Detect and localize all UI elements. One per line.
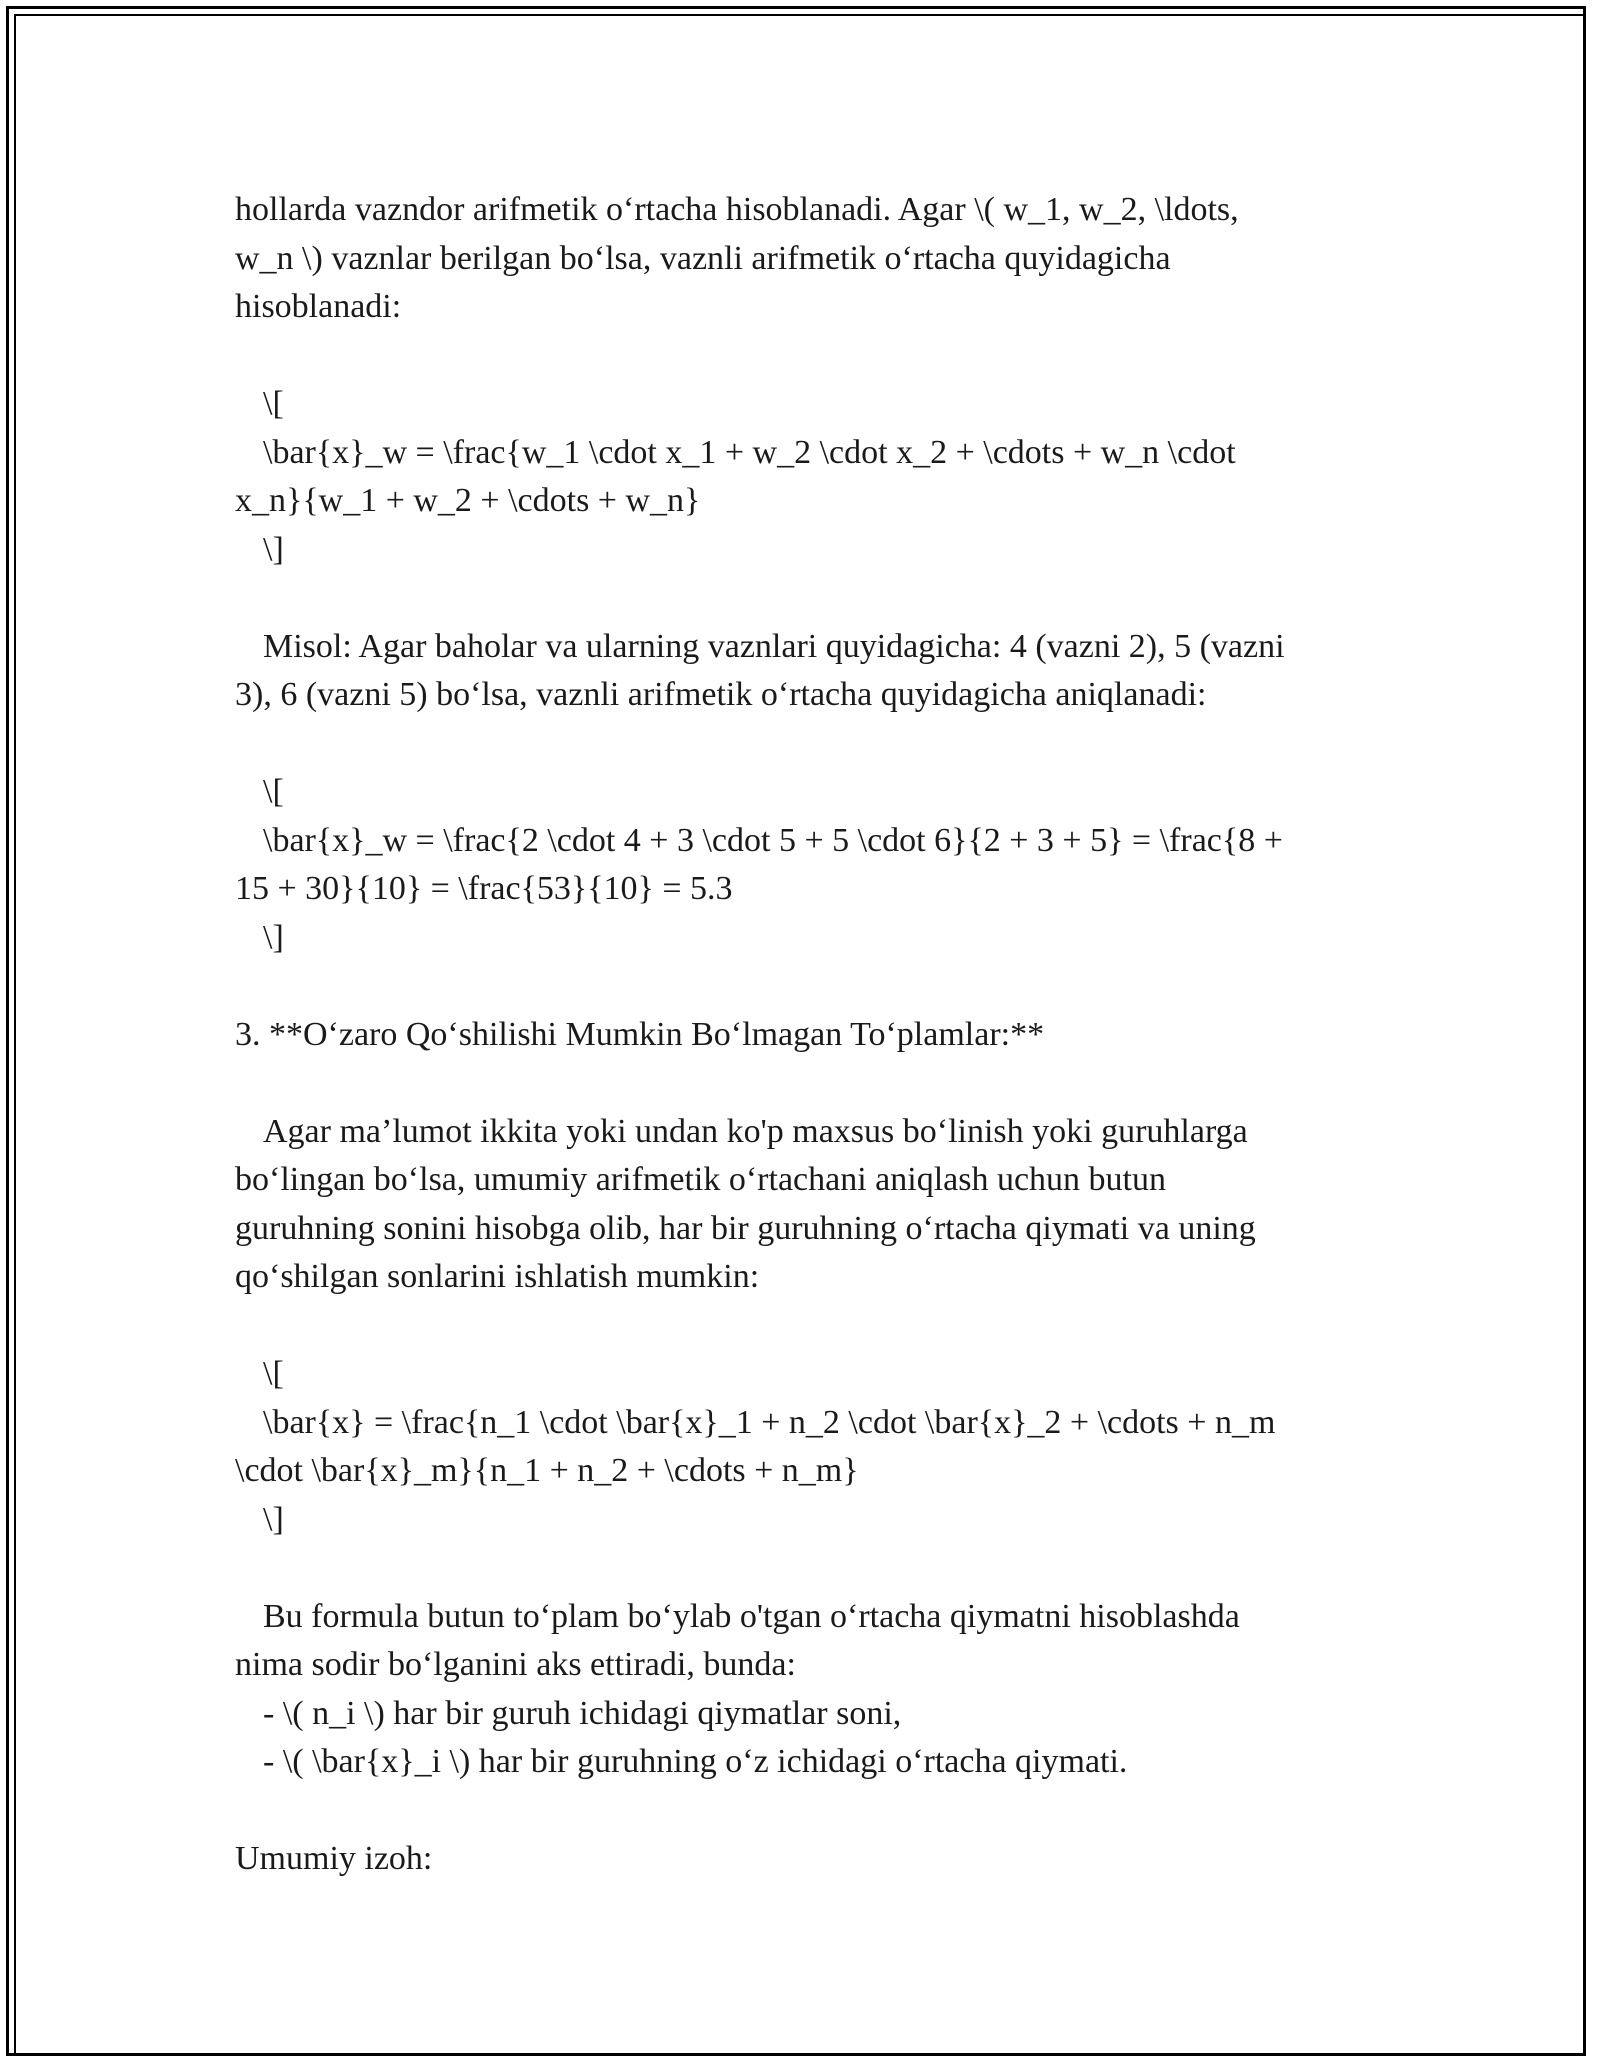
text-line: hisoblanadi: — [235, 288, 402, 325]
formula-line: \] — [263, 918, 284, 956]
formula-line: \[ — [263, 1355, 284, 1392]
formula-line: \] — [263, 530, 284, 568]
text-line: nima sodir bo‘lganini aks ettiradi, bunda: — [235, 1646, 796, 1683]
text-line: Misol: Agar baholar va ularning vaznlari quyidagicha: 4 (vazni 2), 5 (vazni — [263, 627, 1285, 665]
document-body — [235, 186, 1370, 1884]
formula-line: \] — [263, 1500, 284, 1538]
formula-line: \[ — [263, 773, 284, 810]
formula-line: 15 + 30}{10} = \frac{53}{10} = 5.3 — [235, 870, 733, 907]
text-line: qo‘shilgan sonlarini ishlatish mumkin: — [235, 1258, 760, 1295]
formula-line: \bar{x} = \frac{n_1 \cdot \bar{x}_1 + n_2 \cdot \bar{x}_2 + \cdots + n_m — [263, 1403, 1276, 1441]
text-line: Umumiy izoh: — [235, 1840, 433, 1877]
list-item: - \( \bar{x}_i \) har bir guruhning o‘z ichidagi o‘rtacha qiymati. — [263, 1743, 1128, 1780]
text-line: Bu formula butun to‘plam bo‘ylab o'tgan o‘rtacha qiymatni hisoblashda — [263, 1597, 1240, 1635]
text-line: guruhning sonini hisobga olib, har bir guruhning o‘rtacha qiymati va uning — [235, 1209, 1256, 1247]
formula-line: \[ — [263, 385, 284, 422]
blank-line — [235, 574, 1370, 623]
blank-line — [235, 332, 1370, 381]
text-line: 3), 6 (vazni 5) bo‘lsa, vaznli arifmetik o‘rtacha quyidagicha aniqlanadi: — [235, 676, 1207, 713]
blank-line — [235, 1059, 1370, 1108]
blank-line — [235, 1544, 1370, 1593]
formula-line: \bar{x}_w = \frac{w_1 \cdot x_1 + w_2 \cdot x_2 + \cdots + w_n \cdot — [263, 433, 1236, 471]
section-heading: 3. **O‘zaro Qo‘shilishi Mumkin Bo‘lmagan To‘plamlar:** — [235, 1015, 1045, 1053]
formula-line: \bar{x}_w = \frac{2 \cdot 4 + 3 \cdot 5 + 5 \cdot 6}{2 + 3 + 5} = \frac{8 + — [263, 821, 1283, 859]
blank-line — [235, 1302, 1370, 1351]
blank-line — [235, 962, 1370, 1011]
list-item: - \( n_i \) har bir guruh ichidagi qiymatlar soni, — [263, 1694, 902, 1732]
formula-line: x_n}{w_1 + w_2 + \cdots + w_n} — [235, 482, 701, 519]
blank-line — [235, 1787, 1370, 1836]
text-line: bo‘lingan bo‘lsa, umumiy arifmetik o‘rtachani aniqlash uchun butun — [235, 1161, 1166, 1198]
blank-line — [235, 720, 1370, 769]
formula-line: \cdot \bar{x}_m}{n_1 + n_2 + \cdots + n_m} — [235, 1452, 859, 1489]
text-line: Agar ma’lumot ikkita yoki undan ko'p maxsus bo‘linish yoki guruhlarga — [263, 1112, 1248, 1150]
text-line: w_n \) vaznlar berilgan bo‘lsa, vaznli arifmetik o‘rtacha quyidagicha — [235, 239, 1171, 277]
text-line: hollarda vazndor arifmetik o‘rtacha hisoblanadi. Agar \( w_1, w_2, \ldots, — [235, 191, 1239, 228]
